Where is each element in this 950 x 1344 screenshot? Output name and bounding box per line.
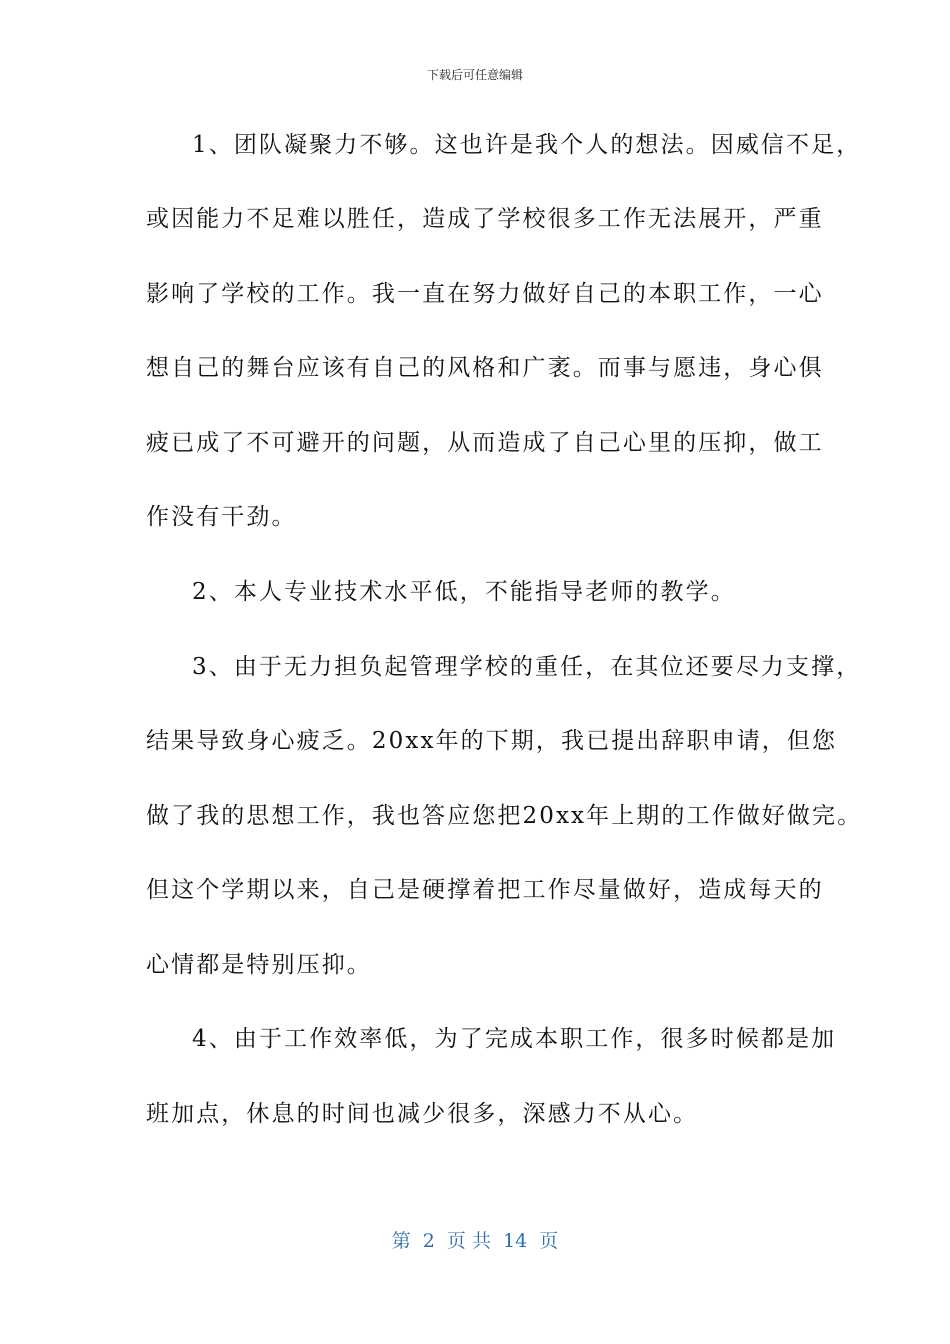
text-line: 疲已成了不可避开的问题，从而造成了自己心里的压抑，做工 (146, 430, 824, 456)
text-line: 1、团队凝聚力不够。这也许是我个人的想法。因威信不足， (192, 132, 862, 158)
footer-suffix: 页 (539, 1230, 559, 1252)
page-header: 下载后可任意编辑 (426, 68, 523, 82)
footer-middle: 页 共 (446, 1230, 491, 1252)
footer-page-number: 2 (422, 1230, 435, 1252)
footer-total-pages: 14 (503, 1230, 528, 1252)
text-line: 心情都是特别压抑。 (146, 952, 372, 978)
footer-prefix: 第 (391, 1230, 411, 1252)
text-line: 做了我的思想工作，我也答应您把20xx年上期的工作做好做完。 (146, 803, 863, 829)
text-line: 影响了学校的工作。我一直在努力做好自己的本职工作，一心 (146, 281, 824, 307)
text-line: 或因能力不足难以胜任，造成了学校很多工作无法展开，严重 (146, 206, 824, 232)
text-line: 2、本人专业技术水平低，不能指导老师的教学。 (192, 579, 736, 605)
text-line: 结果导致身心疲乏。20xx年的下期，我已提出辞职申请，但您 (146, 728, 838, 754)
text-line: 班加点，休息的时间也减少很多，深感力不从心。 (146, 1101, 699, 1127)
text-line: 作没有干劲。 (146, 504, 297, 530)
text-line: 4、由于工作效率低，为了完成本职工作，很多时候都是加 (192, 1026, 837, 1052)
text-line: 想自己的舞台应该有自己的风格和广袤。而事与愿违，身心俱 (146, 355, 824, 381)
page-footer (0, 1226, 950, 1253)
text-line: 但这个学期以来，自己是硬撑着把工作尽量做好，造成每天的 (146, 877, 824, 903)
text-line: 3、由于无力担负起管理学校的重任，在其位还要尽力支撑， (192, 654, 862, 680)
